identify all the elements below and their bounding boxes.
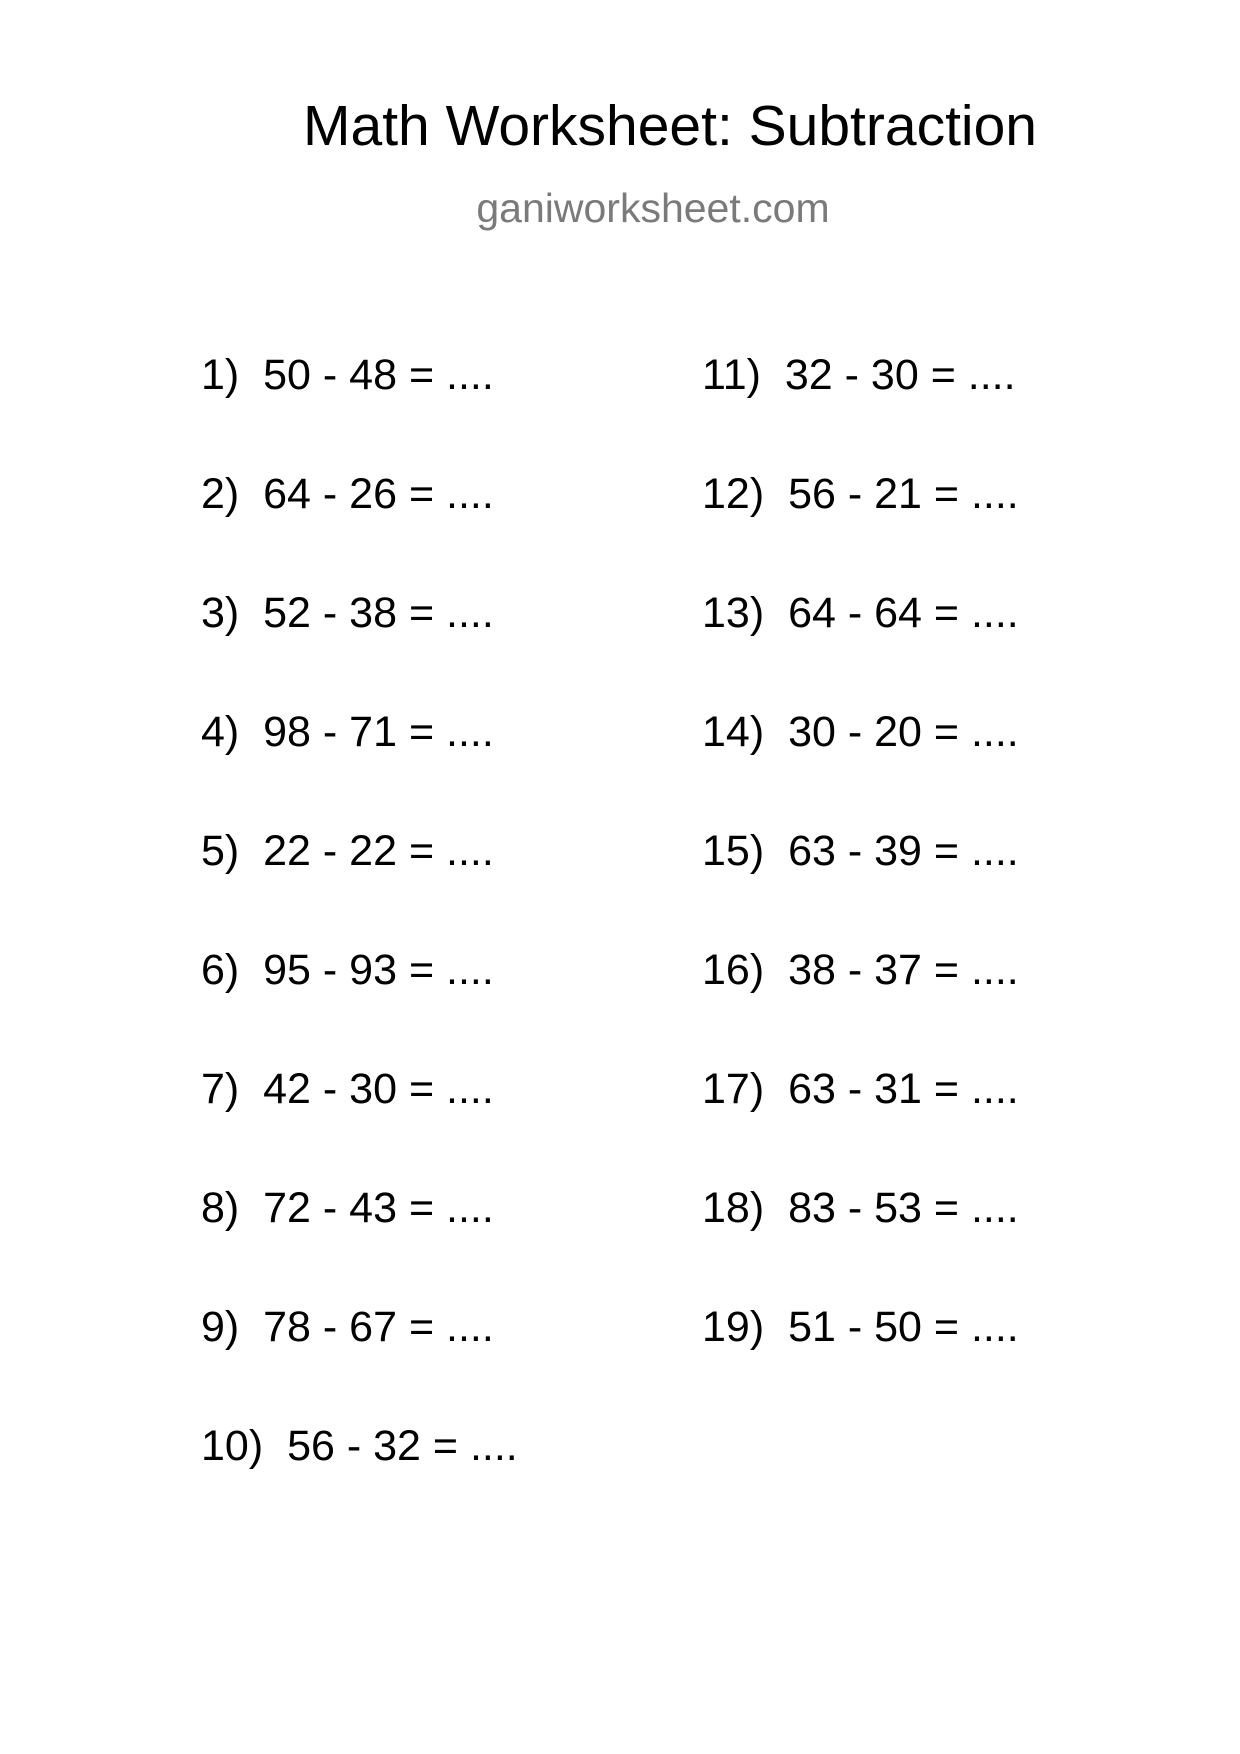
- problem-expression: 52 - 38 = ....: [263, 589, 494, 637]
- problem-item: [201, 589, 494, 637]
- problem-expression: 51 - 50 = ....: [788, 1303, 1019, 1351]
- problem-expression: 78 - 67 = ....: [263, 1303, 494, 1351]
- problem-item: [702, 589, 1019, 637]
- problem-item: [201, 1422, 518, 1470]
- problem-item: [702, 470, 1019, 518]
- problem-item: [702, 351, 1016, 399]
- problem-number: 10): [201, 1422, 264, 1470]
- problem-number: 6): [201, 946, 240, 994]
- problem-expression: 98 - 71 = ....: [263, 708, 494, 756]
- problem-expression: 63 - 31 = ....: [788, 1065, 1019, 1113]
- problem-number: 16): [702, 946, 765, 994]
- problem-number: 1): [201, 351, 240, 399]
- problem-expression: 63 - 39 = ....: [788, 827, 1019, 875]
- worksheet-title: Math Worksheet: Subtraction: [303, 94, 1037, 158]
- problem-item: [201, 708, 494, 756]
- problem-number: 5): [201, 827, 240, 875]
- problem-expression: 83 - 53 = ....: [788, 1184, 1019, 1232]
- problem-item: [201, 1065, 494, 1113]
- problem-item: [201, 827, 494, 875]
- problem-item: [201, 946, 494, 994]
- problem-number: 13): [702, 589, 765, 637]
- problem-item: [201, 1184, 494, 1232]
- problem-item: [201, 351, 494, 399]
- problem-item: [702, 1065, 1019, 1113]
- problem-number: 7): [201, 1065, 240, 1113]
- problem-number: 11): [702, 351, 761, 399]
- problem-expression: 95 - 93 = ....: [263, 946, 494, 994]
- problem-expression: 30 - 20 = ....: [788, 708, 1019, 756]
- problem-item: [702, 708, 1019, 756]
- problem-expression: 56 - 21 = ....: [788, 470, 1019, 518]
- problem-expression: 64 - 26 = ....: [263, 470, 494, 518]
- problem-item: [201, 470, 494, 518]
- problem-expression: 56 - 32 = ....: [287, 1422, 518, 1470]
- problem-number: 12): [702, 470, 765, 518]
- problem-item: [702, 946, 1019, 994]
- problem-number: 8): [201, 1184, 240, 1232]
- problem-item: [702, 1303, 1019, 1351]
- website-name: ganiworksheet.com: [476, 185, 830, 231]
- problem-number: 19): [702, 1303, 765, 1351]
- problem-number: 3): [201, 589, 240, 637]
- problem-number: 2): [201, 470, 240, 518]
- problem-number: 4): [201, 708, 240, 756]
- problem-expression: 64 - 64 = ....: [788, 589, 1019, 637]
- problem-number: 18): [702, 1184, 765, 1232]
- problem-expression: 42 - 30 = ....: [263, 1065, 494, 1113]
- problem-expression: 50 - 48 = ....: [263, 351, 494, 399]
- problem-number: 17): [702, 1065, 765, 1113]
- problem-item: [201, 1303, 494, 1351]
- problem-number: 15): [702, 827, 765, 875]
- problem-expression: 72 - 43 = ....: [263, 1184, 494, 1232]
- problem-expression: 32 - 30 = ....: [784, 351, 1016, 399]
- problem-expression: 38 - 37 = ....: [788, 946, 1019, 994]
- problem-number: 9): [201, 1303, 240, 1351]
- problem-item: [702, 827, 1019, 875]
- problem-item: [702, 1184, 1019, 1232]
- problem-number: 14): [702, 708, 765, 756]
- problem-expression: 22 - 22 = ....: [263, 827, 494, 875]
